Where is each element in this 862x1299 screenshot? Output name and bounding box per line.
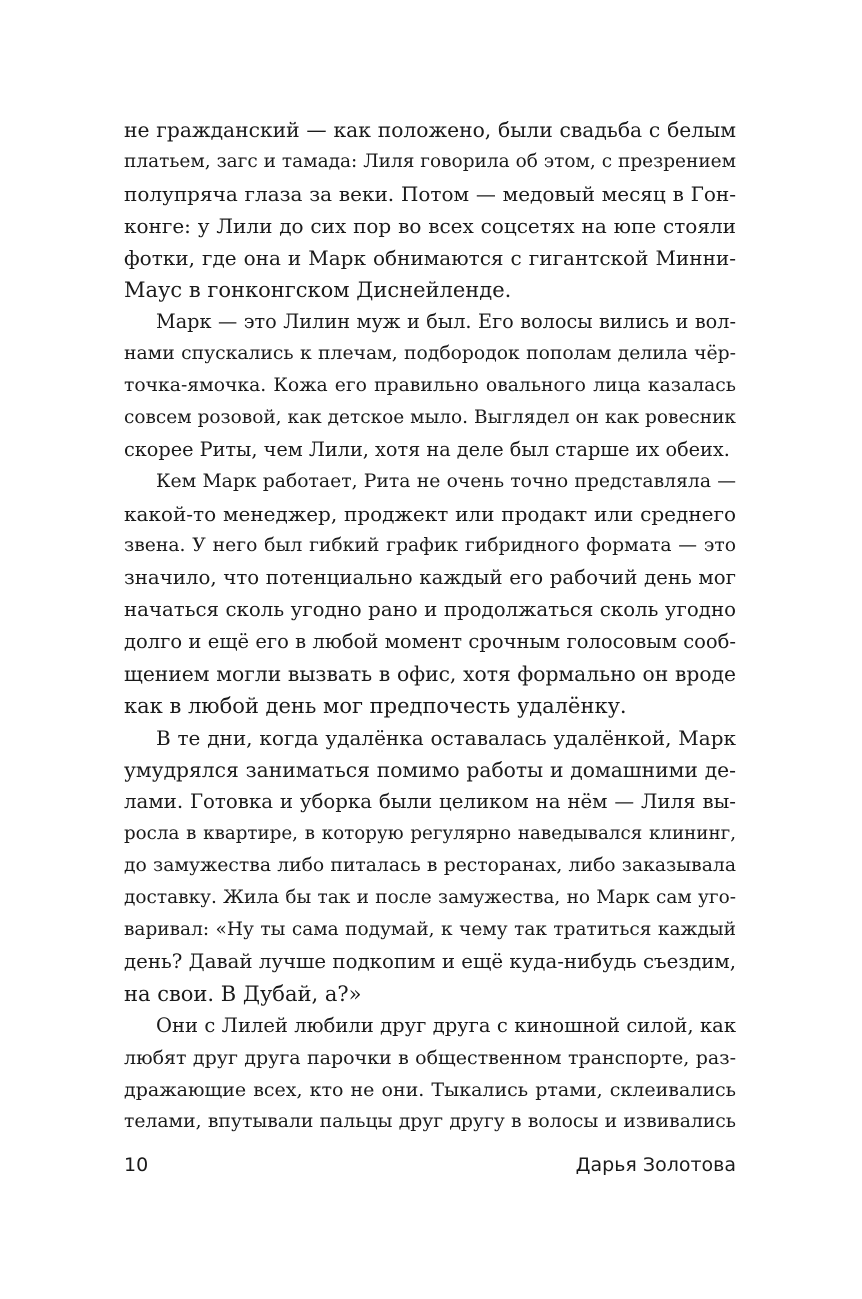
text-line: доставку. Жила бы так и после замужества, но Марк сам уго- xyxy=(124,887,736,908)
paragraph-4 xyxy=(124,722,736,1010)
text-line: Кем Марк работает, Рита не очень точно представляла — xyxy=(156,471,736,492)
text-line: нами спускались к плечам, подбородок пополам делила чёр- xyxy=(124,343,736,364)
text-line: В те дни, когда удалёнка оставалась удалёнкой, Марк xyxy=(156,726,736,750)
text-line: полупряча глаза за веки. Потом — медовый месяц в Гон- xyxy=(124,182,736,206)
text-line: Маус в гонконгском Диснейленде. xyxy=(124,278,512,302)
paragraph-5 xyxy=(124,1010,736,1138)
text-line: до замужества либо питалась в ресторанах, либо заказывала xyxy=(124,855,736,876)
text-line: значило, что потенциально каждый его рабочий день мог xyxy=(124,566,736,589)
text-line: совсем розовой, как детское мыло. Выглядел он как ровесник xyxy=(124,407,736,428)
paragraph-1 xyxy=(124,114,736,306)
page-number: 10 xyxy=(124,1154,149,1176)
running-footer-author: Дарья Золотова xyxy=(575,1154,736,1176)
text-line: звена. У него был гибкий график гибридного формата — это xyxy=(124,535,736,556)
text-line: долго и ещё его в любой момент срочным голосовым сооб- xyxy=(124,630,736,653)
paragraph-3 xyxy=(124,466,736,722)
page-footer xyxy=(124,1154,736,1182)
text-line: день? Давай лучше подкопим и ещё куда-нибудь съездим, xyxy=(124,950,736,973)
text-line: Марк — это Лилин муж и был. Его волосы вились и вол- xyxy=(156,310,736,333)
text-line: на свои. В Дубай, а?» xyxy=(124,982,362,1006)
text-line: любят друг друга парочки в общественном транспорте, раз- xyxy=(124,1047,736,1069)
text-line: как в любой день мог предпочесть удалёнку. xyxy=(124,694,627,718)
text-line: какой-то менеджер, проджект или продакт или среднего xyxy=(124,502,736,526)
text-line: телами, впутывали пальцы друг другу в волосы и извивались xyxy=(124,1111,736,1132)
text-line: конге: у Лили до сих пор во всех соцсетях на юпе стояли xyxy=(124,214,736,238)
text-line: Они с Лилей любили друг друга с киношной силой, как xyxy=(156,1014,736,1037)
text-line: дражающие всех, кто не они. Тыкались ртами, склеивались xyxy=(124,1079,736,1101)
paragraph-2 xyxy=(124,306,736,466)
text-line: умудрялся заниматься помимо работы и домашними де- xyxy=(124,758,736,782)
text-line: лами. Готовка и уборка были целиком на нём — Лиля вы- xyxy=(124,790,736,813)
body-text xyxy=(124,114,736,1138)
text-line: росла в квартире, в которую регулярно наведывался клининг, xyxy=(124,823,736,844)
text-line: не гражданский — как положено, были свадьба с белым xyxy=(124,118,736,142)
text-line: фотки, где она и Марк обнимаются с гигантской Минни- xyxy=(124,246,736,270)
text-line: скорее Риты, чем Лили, хотя на деле был старше их обеих. xyxy=(124,438,730,461)
text-line: точка-ямочка. Кожа его правильно овального лица казалась xyxy=(124,375,736,396)
text-line: начаться сколь угодно рано и продолжаться сколь угодно xyxy=(124,598,736,621)
text-line: платьем, загс и тамада: Лиля говорила об этом, с презрением xyxy=(124,151,736,172)
text-line: варивал: «Ну ты сама подумай, к чему так тратиться каждый xyxy=(124,919,736,940)
text-line: щением могли вызвать в офис, хотя формально он вроде xyxy=(124,662,736,686)
